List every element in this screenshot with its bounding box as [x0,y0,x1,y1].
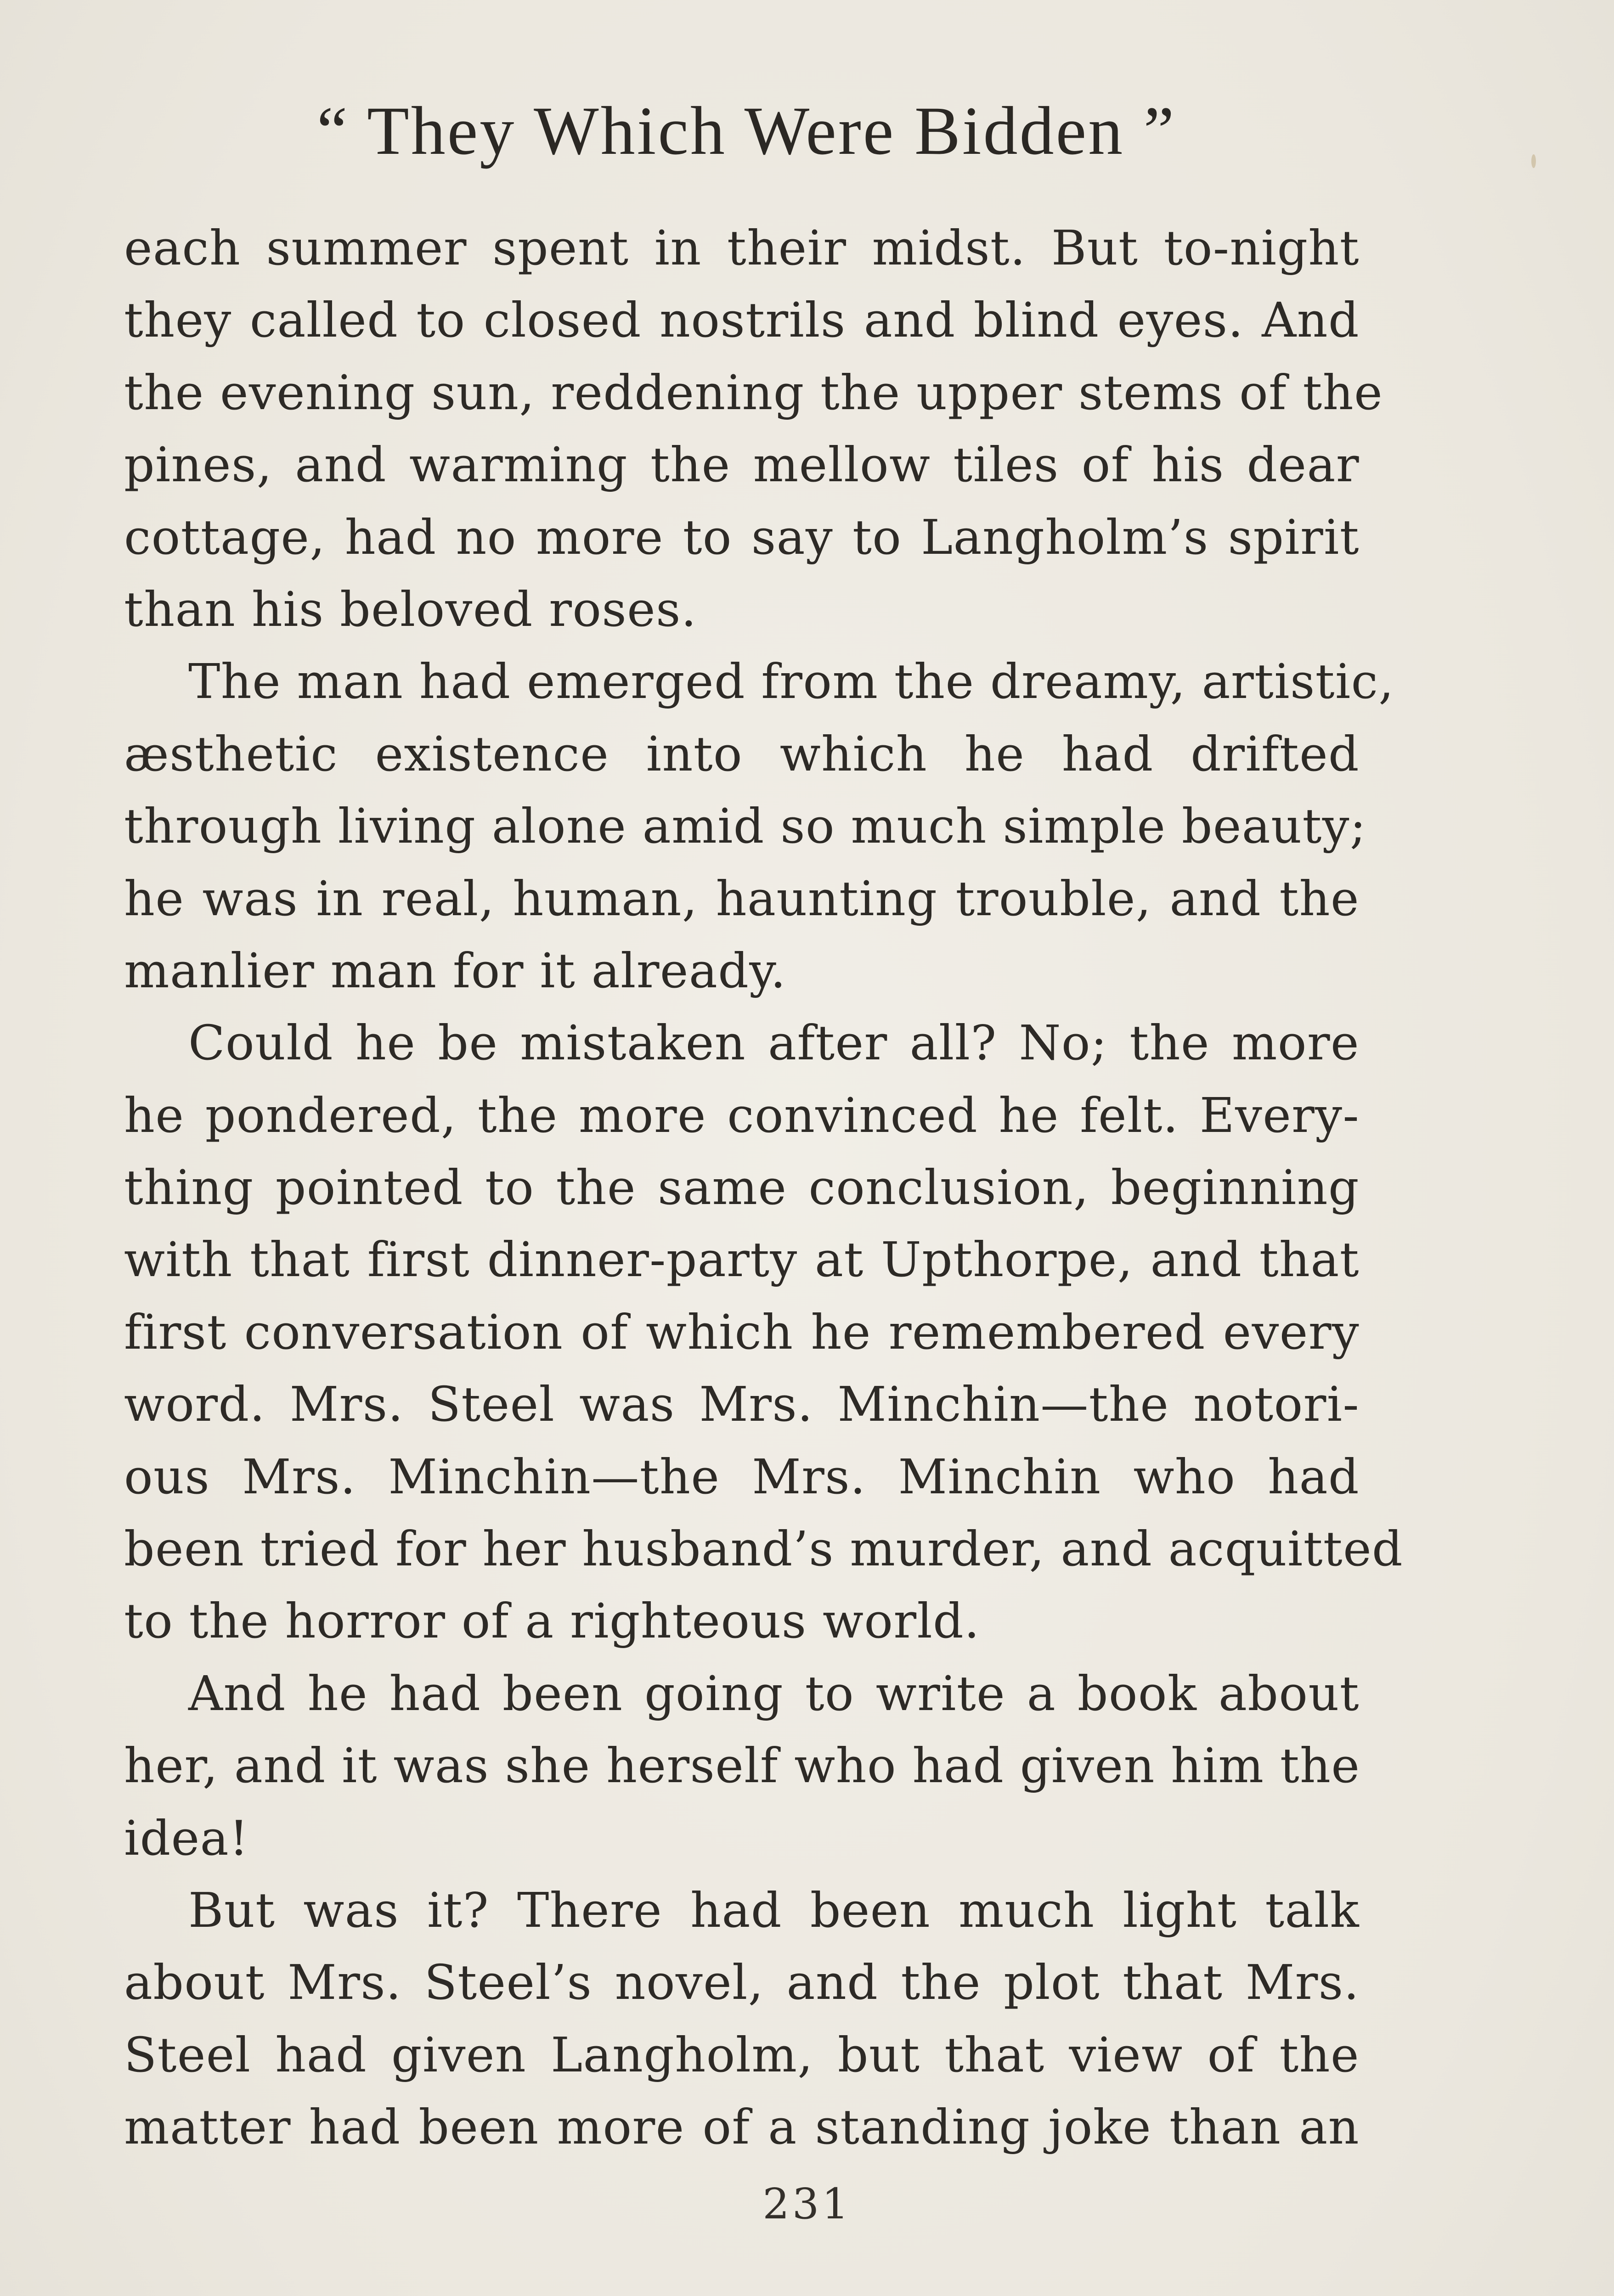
text-line: he pondered, the more convinced he felt. Every- [124,1087,1360,1143]
text-line: Steel had given Langholm, but that view of the [124,2026,1360,2083]
text-line: matter had been more of a standing joke than an [124,2099,1360,2155]
text-line: her, and it was she herself who had given him the [124,1738,1360,1794]
text-line: And he had been going to write a book about [188,1665,1360,1722]
text-line: he was in real, human, haunting trouble, and the [124,870,1360,927]
text-line: ous Mrs. Minchin—the Mrs. Minchin who had [124,1448,1360,1505]
paper-blemish [1531,154,1536,168]
text-line: with that first dinner-party at Upthorpe, and that [124,1232,1360,1288]
body-text [124,212,1404,2164]
running-head: “ They Which Were Bidden ” [316,93,1176,169]
text-line: But was it? There had been much light talk [188,1882,1360,1938]
text-line: through living alone amid so much simple beauty; [124,798,1367,855]
text-line: to the horror of a righteous world. [124,1593,980,1649]
text-line: about Mrs. Steel’s novel, and the plot that Mrs. [124,1954,1360,2011]
text-line: first conversation of which he remembered every [124,1304,1360,1360]
page-number: 231 [762,2179,852,2228]
text-line: idea! [124,1810,249,1866]
text-line: æsthetic existence into which he had drifted [124,726,1360,782]
text-line: been tried for her husband’s murder, and acquitted [124,1521,1404,1577]
text-line: pines, and warming the mellow tiles of his dear [124,437,1360,493]
text-line: each summer spent in their midst. But to-night [124,220,1360,276]
text-line: than his beloved roses. [124,581,697,637]
text-line: manlier man for it already. [124,942,787,999]
text-line: The man had emerged from the dreamy, artistic, [188,653,1394,710]
text-line: cottage, had no more to say to Langholm’s spirit [124,509,1360,565]
text-line: thing pointed to the same conclusion, beginning [124,1159,1360,1216]
text-line: they called to closed nostrils and blind eyes. And [124,292,1360,349]
text-line: word. Mrs. Steel was Mrs. Minchin—the notori- [124,1376,1360,1433]
text-line: the evening sun, reddening the upper stems of the [124,364,1383,421]
text-line: Could he be mistaken after all? No; the more [188,1015,1360,1071]
